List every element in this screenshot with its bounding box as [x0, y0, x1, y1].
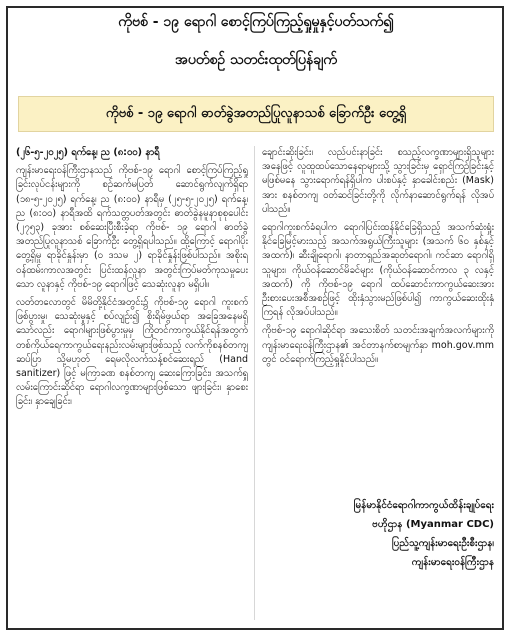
headline-banner-text: ကိုဗစ် - ၁၉ ရောဂါ ဓာတ်ခွဲအတည်ပြုလူနာသစ် ခြောက်ဦး တွေ့ရှိ	[105, 105, 407, 121]
issuer-signature-block	[276, 496, 494, 572]
issuer-line-1: မြန်မာနိုင်ငံရောဂါကာကွယ်ထိန်းချုပ်ရေး	[353, 500, 494, 511]
headline-banner	[18, 96, 494, 132]
paragraph-report: ကျန်းမာရေးဝန်ကြီးဌာနသည် ကိုဗစ်-၁၉ ရောဂါ စောင့်ကြပ်ကြည့်ရှုခြင်းလုပ်ငန်းများကို စဉ်ဆက်မပြတ် ဆောင်ရွက်လျက်ရှိရာ (၁၈-၅-၂၀၂၅) ရက်နေ့၊ ည (၈:၀၀) နာရီမှ (၂၅-၅-၂၀၂၅) ရက်နေ့၊ ည (၈:၀၀) နာရီအထိ ရက်သတ္တပတ်အတွင်း ဓာတ်ခွဲနမူနာစုစုပေါင်း (၂၇၅၃) ခုအား စစ်ဆေးပြီးစီးခဲ့ရာ ကိုဗစ်- ၁၉ ရောဂါ ဓာတ်ခွဲအတည်ပြုလူနာသစ် ခြောက်ဦး တွေ့ရှိရပါသည်။ ထို့ကြောင့် ရောဂါပိုးတွေ့ရှိမှု ရာခိုင်နှုန်းမှာ (၀ ဒသမ ၂) ရာခိုင်နှုန်းဖြစ်ပါသည်။ အစိုးရဝန်ထမ်းကာလအတွင်း ပြင်းထန်လူနာ အတွင်းကြပ်မတ်ကုသမှုပေးသော လူနာနှင့် ကိုဗစ်-၁၉ ရောဂါဖြင့် သေဆုံးလူနာ မရှိပါ။	[16, 165, 248, 290]
dateline: (၂၆-၅-၂၀၂၅) ရက်နေ့၊ ည (၈:၀၀) နာရီ	[16, 147, 160, 158]
notice-title-line1: ကိုဗစ် - ၁၉ ရောဂါ စောင့်ကြပ်ကြည့်ရှုမှုနှင့်ပတ်သက်၍	[118, 14, 394, 30]
notice-title-line2: အပတ်စဉ် သတင်းထုတ်ပြန်ချက်	[174, 52, 337, 68]
paragraph-website: ကိုဗစ်-၁၉ ရောဂါဆိုင်ရာ အသေးစိတ် သတင်းအချက်အလက်များကို ကျန်းမာရေးဝန်ကြီးဌာန၏ အင်တာနက်စာမျက်နှာ moh.gov.mm တွင် ဝင်ရောက်ကြည့်ရှုနိုင်ပါသည်။	[262, 325, 494, 365]
column-divider	[254, 146, 255, 620]
paragraph-prevention: လတ်တလောတွင် မိမိတို့နိုင်ငံအတွင်း၌ ကိုဗစ်-၁၉ ရောဂါ ကူးစက်ဖြစ်ပွားမှု၊ သေဆုံးမှုနှင့် စပ်လျဉ်း၍ စိုးရိမ်ဖွယ်ရာ အခြေအနေမရှိသော်လည်း ရောဂါများဖြစ်ပွားမှုမှ ကြိုတင်ကာကွယ်နိုင်ရန်အတွက် တစ်ကိုယ်ရေကာကွယ်ရေးနည်းလမ်းများဖြစ်သည့် လက်ကိုစနစ်တကျ ဆပ်ပြာ သို့မဟုတ် ရေမလိုလက်သန့်စင်ဆေးရည် (Hand sanitizer) ဖြင့် မကြာခဏ စနစ်တကျ ဆေးကြောခြင်း၊ အသက်ရှူလမ်းကြောင်းဆိုင်ရာ ရောဂါလက္ခဏာများဖြစ်သော ဖျားခြင်း၊ နှာစေးခြင်း၊ နှာချေခြင်း၊	[16, 297, 248, 408]
issuer-line-3: ပြည်သူ့ကျန်းမာရေးဦးစီးဌာန၊	[391, 538, 494, 549]
paragraph-symptoms: ချောင်းဆိုးခြင်း၊ လည်ပင်းနာခြင်း စသည့်လက္ခဏာများရှိသူများအနေဖြင့် လူထူထပ်သောနေရာများသို့ သွားခြင်းမှ ရှောင်ကြဉ်ခြင်းနှင့် မဖြစ်မနေ သွားရောက်ရန်ရှိပါက ပါးစပ်နှင့် နှာခေါင်းစည်း (Mask) အား စနစ်တကျ ဝတ်ဆင်ခြင်းတို့ကို လိုက်နာဆောင်ရွက်ရန် လိုအပ်ပါသည်။	[262, 147, 494, 215]
paragraph-vaccination: ရောဂါကူးစက်ခံရပါက ရောဂါပြင်းထန်နိုင်ခြေရှိသည့် အသက်ဆုံးရှုံးနိုင်ခြေမြင့်မားသည့် အသက်အရွယ်ကြီးသူများ (အသက် ၆၀ နှစ်နှင့်အထက်)၊ ဆီးချိုရောဂါ၊ နာတာရှည်အဆုတ်ရောဂါ၊ ကင်ဆာ ရောဂါရှိသူများ၊ ကိုယ်ဝန်ဆောင်မိခင်များ (ကိုယ်ဝန်ဆောင်ကာလ ၃ လနှင့်အထက်) ကို ကိုဗစ်-၁၉ ရောဂါ ထပ်ဆောင်းကာကွယ်ဆေးအား ဦးစားပေးအစီအစဉ်ဖြင့် ထိုးနှံသွားမည်ဖြစ်ပါ၍ ကာကွယ်ဆေးထိုးနှံကြရန် လိုအပ်ပါသည်။	[262, 222, 494, 319]
body-left-column	[16, 146, 248, 616]
issuer-line-4: ကျန်းမာရေးဝန်ကြီးဌာန	[411, 557, 494, 568]
issuer-line-2: ဗဟိုဌာန (Myanmar CDC)	[372, 519, 494, 530]
body-right-column	[262, 146, 494, 476]
